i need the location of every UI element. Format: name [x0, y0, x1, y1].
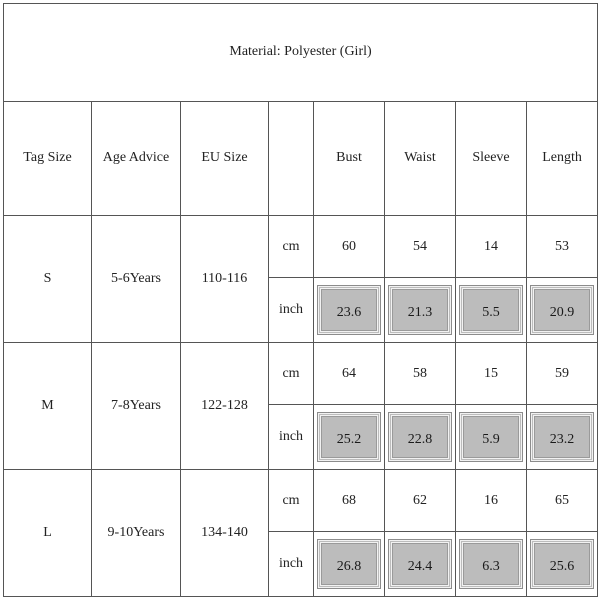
- waist-inch: 21.3: [389, 286, 451, 334]
- unit-inch: inch: [269, 532, 314, 597]
- unit-inch: inch: [269, 405, 314, 470]
- sleeve-cm: 15: [456, 342, 527, 405]
- bust-cm: 60: [314, 215, 385, 278]
- table-row: [4, 342, 598, 405]
- size-chart: [3, 3, 597, 597]
- header-row: [4, 101, 598, 215]
- sleeve-inch: 5.5: [460, 286, 522, 334]
- length-inch: 20.9: [531, 286, 593, 334]
- waist-cm: 58: [385, 342, 456, 405]
- header-sleeve: Sleeve: [456, 101, 527, 215]
- sleeve-inch: 5.9: [460, 413, 522, 461]
- header-bust: Bust: [314, 101, 385, 215]
- table-row: [4, 469, 598, 532]
- eu-size-cell: 134-140: [181, 469, 269, 596]
- header-eu-size: EU Size: [181, 101, 269, 215]
- header-waist: Waist: [385, 101, 456, 215]
- sleeve-cm: 14: [456, 215, 527, 278]
- length-cm: 65: [527, 469, 598, 532]
- tag-size-cell: L: [4, 469, 92, 596]
- age-advice-cell: 5-6Years: [92, 215, 181, 342]
- age-advice-cell: 7-8Years: [92, 342, 181, 469]
- length-inch: 23.2: [531, 413, 593, 461]
- tag-size-cell: M: [4, 342, 92, 469]
- length-cm: 53: [527, 215, 598, 278]
- waist-cm: 62: [385, 469, 456, 532]
- table-title: Material: Polyester (Girl): [4, 4, 598, 102]
- bust-cm: 64: [314, 342, 385, 405]
- unit-cm: cm: [269, 342, 314, 405]
- waist-inch: 24.4: [389, 540, 451, 588]
- header-age-advice: Age Advice: [92, 101, 181, 215]
- sleeve-inch: 6.3: [460, 540, 522, 588]
- length-cm: 59: [527, 342, 598, 405]
- unit-cm: cm: [269, 469, 314, 532]
- header-tag-size: Tag Size: [4, 101, 92, 215]
- tag-size-cell: S: [4, 215, 92, 342]
- bust-cm: 68: [314, 469, 385, 532]
- header-length: Length: [527, 101, 598, 215]
- waist-inch: 22.8: [389, 413, 451, 461]
- table-row: [4, 215, 598, 278]
- sleeve-cm: 16: [456, 469, 527, 532]
- bust-inch: 26.8: [318, 540, 380, 588]
- bust-inch: 25.2: [318, 413, 380, 461]
- size-table: [3, 3, 598, 597]
- unit-inch: inch: [269, 278, 314, 343]
- eu-size-cell: 110-116: [181, 215, 269, 342]
- eu-size-cell: 122-128: [181, 342, 269, 469]
- header-unit: [269, 101, 314, 215]
- waist-cm: 54: [385, 215, 456, 278]
- bust-inch: 23.6: [318, 286, 380, 334]
- age-advice-cell: 9-10Years: [92, 469, 181, 596]
- length-inch: 25.6: [531, 540, 593, 588]
- unit-cm: cm: [269, 215, 314, 278]
